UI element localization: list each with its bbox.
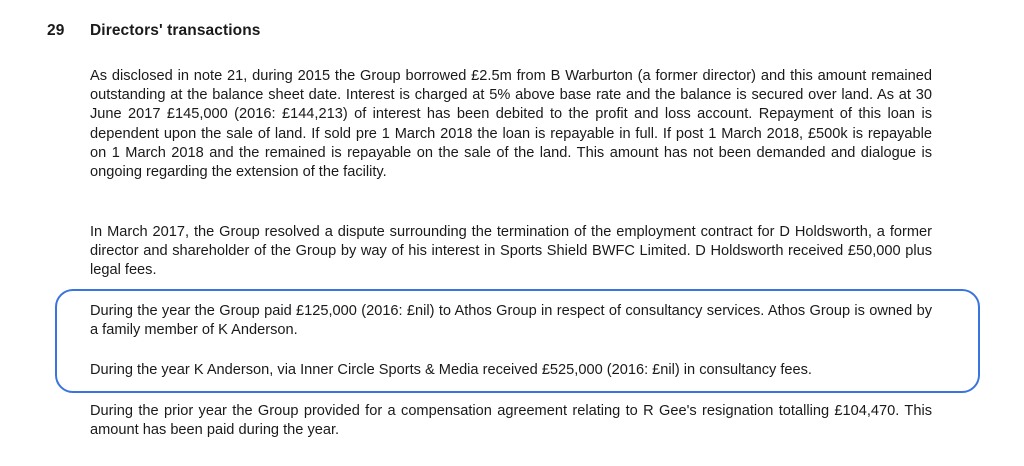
section-heading: [47, 22, 261, 40]
paragraph-anderson-fees: During the year K Anderson, via Inner Circle Sports & Media received £525,000 (2016: £nil) in consultancy fees.: [90, 362, 812, 378]
paragraph-holdsworth-dispute: In March 2017, the Group resolved a dispute surrounding the termination of the employment contract for D Holdsworth, a former director and shareholder of the Group by way of his interest in Sports Shield BWFC Limited. D Holdsworth received £50,000 plus legal fees.: [90, 224, 932, 279]
paragraph-athos-group: During the year the Group paid £125,000 (2016: £nil) to Athos Group in respect of consultancy services. Athos Group is owned by a family member of K Anderson.: [90, 303, 932, 339]
section-title: Directors' transactions: [90, 22, 261, 39]
paragraph-gee-compensation: During the prior year the Group provided for a compensation agreement relating to R Gee's resignation totalling £104,470. This amount has been paid during the year.: [90, 403, 932, 439]
section-number: 29: [47, 22, 65, 39]
paragraph-warburton-loan: As disclosed in note 21, during 2015 the Group borrowed £2.5m from B Warburton (a former director) and this amount remained outstanding at the balance sheet date. Interest is charged at 5% above base rate and the balance is secured over land. As at 30 June 2017 £145,000 (2016: £144,213) of interest has been debited to the profit and loss account. Repayment of this loan is dependent upon the sale of land. If sold pre 1 March 2018 the loan is repayable in full. If post 1 March 2018, £500k is repayable on 1 March 2018 and the remained is repayable on the sale of the land. This amount has not been demanded and dialogue is ongoing regarding the extension of the facility.: [90, 68, 932, 181]
